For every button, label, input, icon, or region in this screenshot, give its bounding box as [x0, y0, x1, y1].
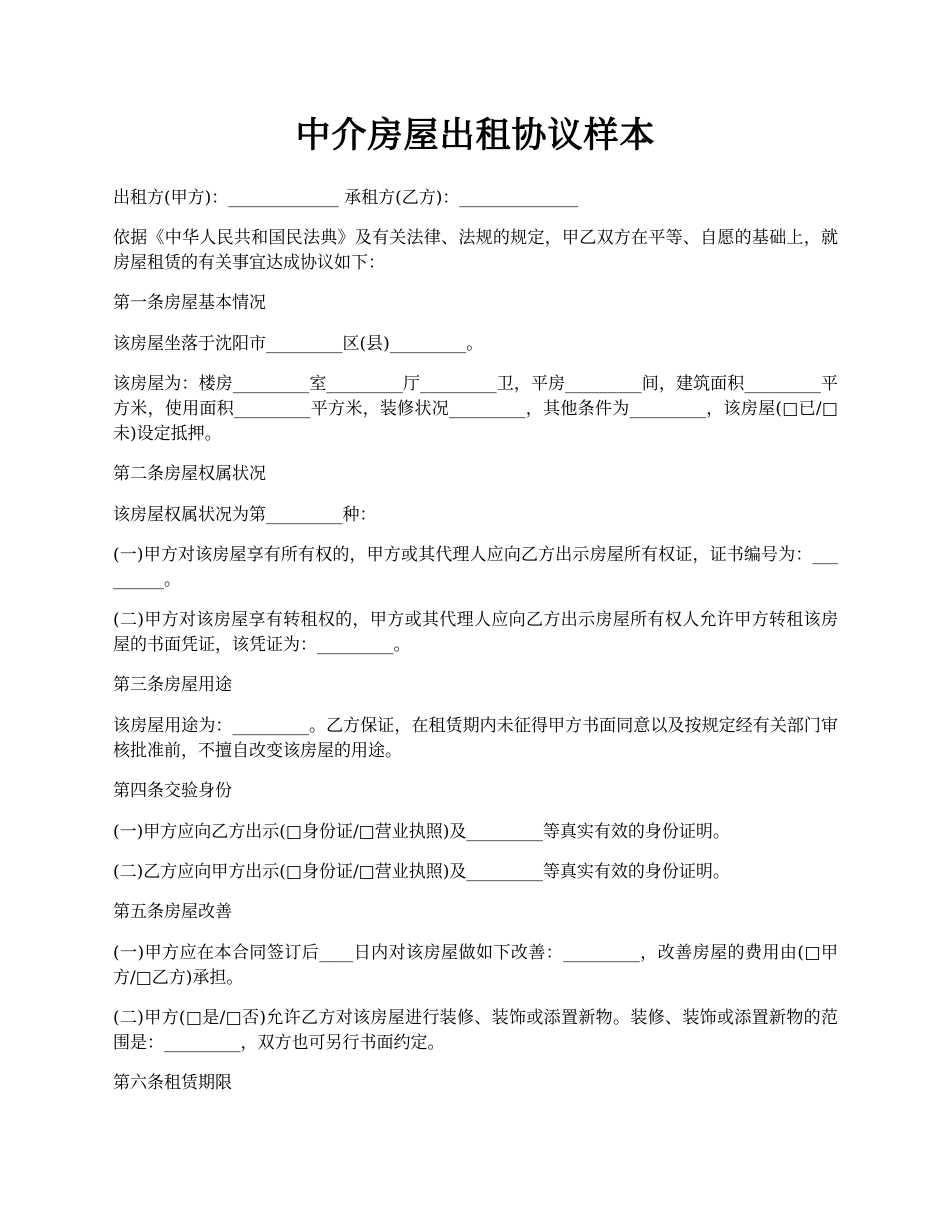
- identity-clause-1: (一)甲方应向乙方出示(□身份证/□营业执照)及_________等真实有效的身份证明。: [113, 822, 730, 842]
- article-2-heading: 第二条房屋权属状况: [113, 464, 266, 484]
- property-location-paragraph: 该房屋坐落于沈阳市_________区(县)_________。: [113, 334, 484, 354]
- ownership-clause-2: (二)甲方对该房屋享有转租权的，甲方或其代理人应向乙方出示房屋所有权人允许甲方转租该房屋的书面凭证，该凭证为：_________。: [113, 610, 838, 655]
- document-title: 中介房屋出租协议样本: [295, 115, 656, 156]
- improvement-clause-2: (二)甲方(□是/□否)允许乙方对该房屋进行装修、装饰或添置新物。装修、装饰或添置新物的范围是：_________，双方也可另行书面约定。: [113, 1008, 838, 1053]
- article-3-heading: 第三条房屋用途: [113, 675, 232, 695]
- article-1-heading: 第一条房屋基本情况: [113, 293, 266, 313]
- article-4-heading: 第四条交验身份: [113, 781, 232, 801]
- preamble-paragraph: 依据《中华人民共和国民法典》及有关法律、法规的规定，甲乙双方在平等、自愿的基础上，就房屋租赁的有关事宜达成协议如下：: [113, 228, 838, 273]
- ownership-type-paragraph: 该房屋权属状况为第_________种：: [113, 505, 377, 525]
- identity-clause-2: (二)乙方应向甲方出示(□身份证/□营业执照)及_________等真实有效的身份证明。: [113, 862, 730, 882]
- parties-line: 出租方(甲方)：_____________ 承租方(乙方)：______________: [113, 188, 579, 208]
- property-use-paragraph: 该房屋用途为：_________。乙方保证，在租赁期内未征得甲方书面同意以及按规定经有关部门审核批准前，不擅自改变该房屋的用途。: [113, 716, 838, 761]
- improvement-clause-1: (一)甲方应在本合同签订后____日内对该房屋做如下改善：_________，改善房屋的费用由(□甲方/□乙方)承担。: [113, 943, 838, 988]
- ownership-clause-1: (一)甲方对该房屋享有所有权的，甲方或其代理人应向乙方出示房屋所有权证，证书编号为：_________。: [113, 545, 838, 590]
- article-6-heading: 第六条租赁期限: [113, 1073, 232, 1093]
- article-5-heading: 第五条房屋改善: [113, 902, 232, 922]
- property-details-paragraph: 该房屋为：楼房_________室_________厅_________卫，平房_________间，建筑面积_________平方米，使用面积_________平方米，装修状况_________，其他条件为_________，该房屋(□已/□未)设定抵押。: [113, 374, 838, 444]
